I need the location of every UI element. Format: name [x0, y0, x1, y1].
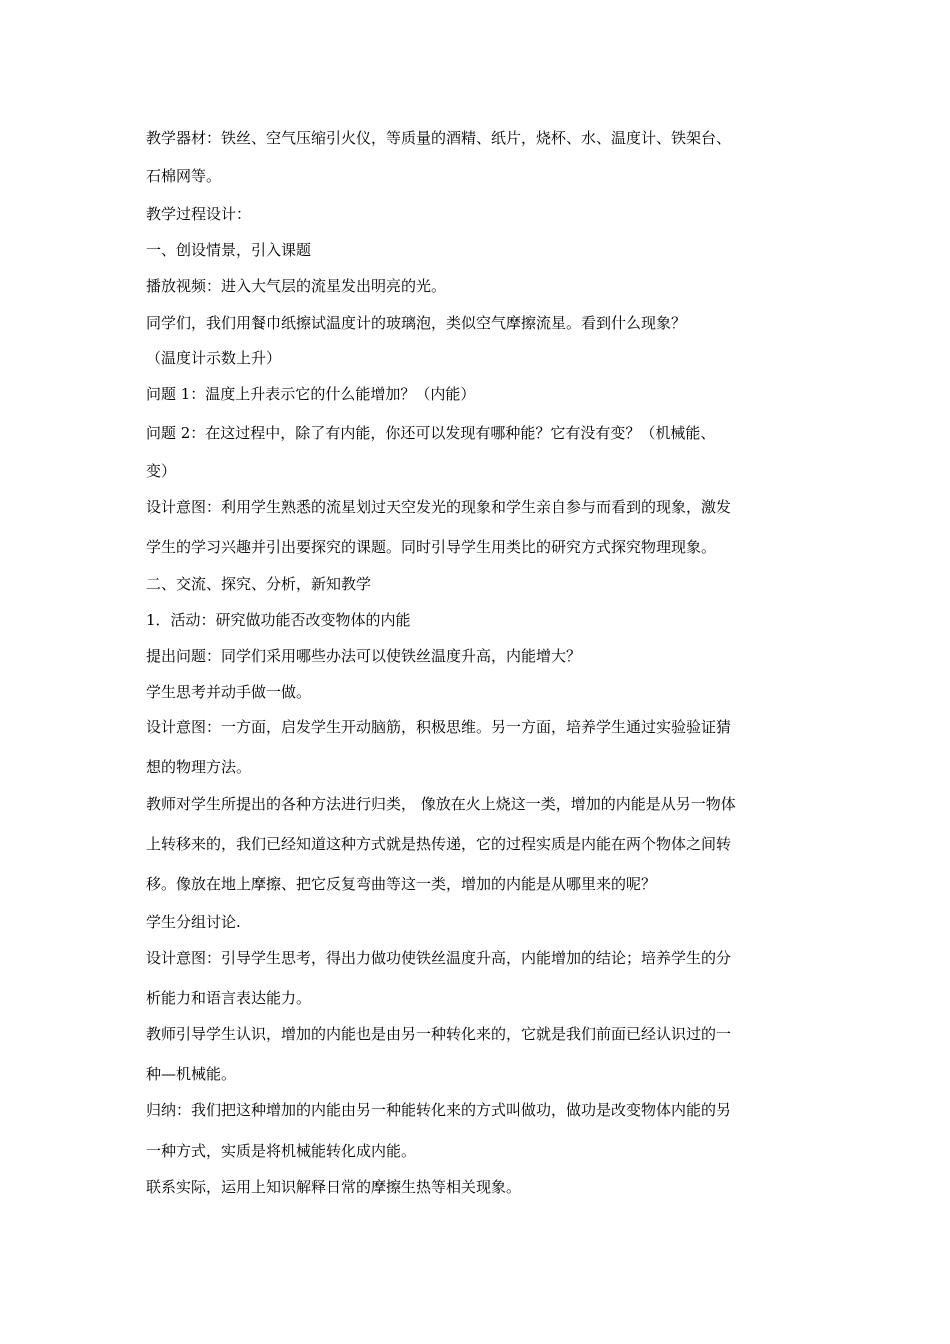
text-line: 播放视频：进入大气层的流星发出明亮的光。	[146, 277, 447, 295]
text-line: 变）	[146, 462, 177, 480]
text-line: 1．活动：研究做功能否改变物体的内能	[146, 611, 411, 629]
text-line: 析能力和语言表达能力。	[146, 989, 312, 1007]
text-line: 种—机械能。	[146, 1065, 237, 1083]
text-line: 移。像放在地上摩擦、把它反复弯曲等这一类，增加的内能是从哪里来的呢？	[146, 875, 657, 893]
text-line: 问题 2：在这过程中，除了有内能，你还可以发现有哪种能？它有没有变？（机械能、	[146, 424, 716, 442]
text-line: 学生分组讨论.	[146, 913, 241, 931]
text-line: 上转移来的，我们已经知道这种方式就是热传递，它的过程实质是内能在两个物体之间转	[146, 835, 732, 853]
text-line: 教学器材：铁丝、空气压缩引火仪，等质量的酒精、纸片，烧杯、水、温度计、铁架台、	[146, 129, 732, 147]
text-line: 设计意图：利用学生熟悉的流星划过天空发光的现象和学生亲自参与而看到的现象，激发	[146, 498, 732, 516]
text-line: 设计意图：引导学生思考，得出力做功使铁丝温度升高，内能增加的结论；培养学生的分	[146, 949, 732, 967]
text-line: 设计意图：一方面，启发学生开动脑筋，积极思维。另一方面，培养学生通过实验验证猜	[146, 718, 732, 736]
text-line: （温度计示数上升）	[146, 349, 282, 367]
text-line: 想的物理方法。	[146, 758, 252, 776]
text-line: 学生思考并动手做一做。	[146, 683, 312, 701]
section-heading: 二、交流、探究、分析，新知教学	[146, 575, 372, 593]
text-line: 教师对学生所提出的各种方法进行归类， 像放在火上烧这一类，增加的内能是从另一物体	[146, 795, 736, 813]
text-line: 教学过程设计：	[146, 205, 252, 223]
text-line: 提出问题：同学们采用哪些办法可以使铁丝温度升高，内能增大？	[146, 647, 582, 665]
text-line: 同学们，我们用餐巾纸擦试温度计的玻璃泡，类似空气摩擦流星。看到什么现象？	[146, 314, 687, 332]
text-line: 联系实际，运用上知识解释日常的摩擦生热等相关现象。	[146, 1178, 522, 1196]
section-heading: 一、创设情景，引入课题	[146, 241, 312, 259]
text-line: 教师引导学生认识，增加的内能也是由另一种转化来的，它就是我们前面已经认识过的一	[146, 1025, 732, 1043]
text-line: 一种方式，实质是将机械能转化成内能。	[146, 1142, 417, 1160]
text-line: 归纳：我们把这种增加的内能由另一种能转化来的方式叫做功，做功是改变物体内能的另	[146, 1101, 732, 1119]
text-line: 问题 1：温度上升表示它的什么能增加？（内能）	[146, 385, 476, 403]
text-line: 石棉网等。	[146, 167, 222, 185]
text-line: 学生的学习兴趣并引出要探究的课题。同时引导学生用类比的研究方式探究物理现象。	[146, 538, 717, 556]
